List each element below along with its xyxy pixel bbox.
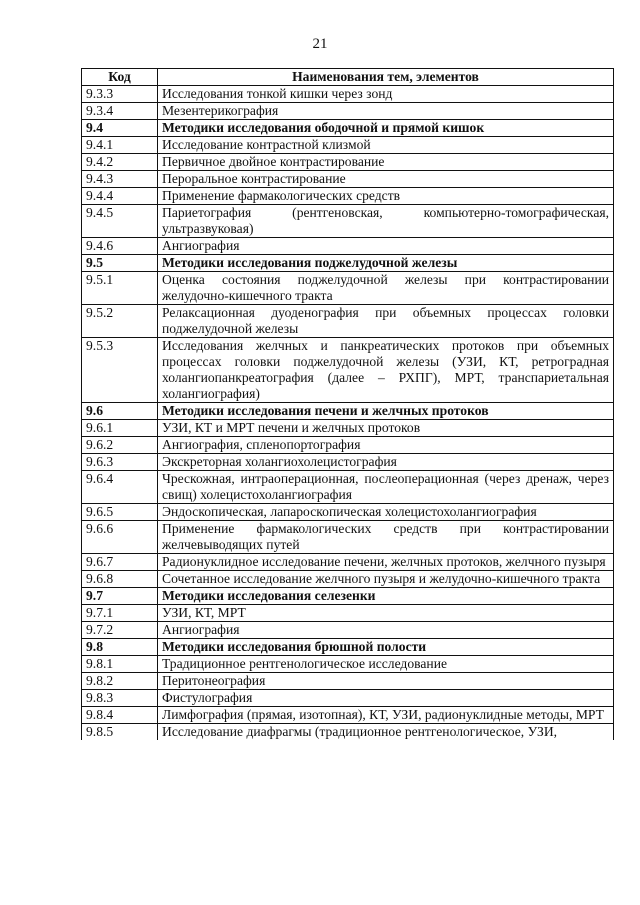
table-row: [82, 171, 614, 188]
row-name: Сочетанное исследование желчного пузыря и желудочно-кишечного тракта: [158, 571, 614, 588]
row-name: Мезентерикография: [158, 103, 614, 120]
table-row: [82, 504, 614, 521]
table-row: [82, 521, 614, 554]
row-code: 9.4.4: [82, 188, 158, 205]
row-name: Лимфография (прямая, изотопная), КТ, УЗИ, радионуклидные методы, МРТ: [158, 707, 614, 724]
row-code: 9.5.3: [82, 338, 158, 403]
row-code: 9.4.5: [82, 205, 158, 238]
row-code: 9.8.4: [82, 707, 158, 724]
table-row: [82, 554, 614, 571]
header-name: Наименования тем, элементов: [158, 69, 614, 86]
table-row: [82, 154, 614, 171]
row-code: 9.5.1: [82, 272, 158, 305]
row-name: Применение фармакологических средств при контрастировании желчевыводящих путей: [158, 521, 614, 554]
table-row: [82, 605, 614, 622]
row-name: Применение фармакологических средств: [158, 188, 614, 205]
row-code: 9.4.6: [82, 238, 158, 255]
section-row: [82, 403, 614, 420]
row-code: 9.8.3: [82, 690, 158, 707]
row-code: 9.3.3: [82, 86, 158, 103]
table-body: [82, 86, 614, 741]
table-row: [82, 707, 614, 724]
row-code: 9.5.2: [82, 305, 158, 338]
row-name: Фистулография: [158, 690, 614, 707]
section-row: [82, 255, 614, 272]
row-name: Исследования желчных и панкреатических протоков при объемных процессах головки поджелудочной железы (УЗИ, КТ, ретроградная холангиопанкреатография (далее – РХПГ), МРТ, транспариетальная холангиография): [158, 338, 614, 403]
topics-table: [81, 68, 614, 740]
row-code: 9.7: [82, 588, 158, 605]
table-header-row: [82, 69, 614, 86]
row-name: Париетография (рентгеновская, компьютерно-томографическая, ультразвуковая): [158, 205, 614, 238]
row-code: 9.6.8: [82, 571, 158, 588]
row-code: 9.8.5: [82, 724, 158, 741]
row-name: Перитонеография: [158, 673, 614, 690]
table-row: [82, 673, 614, 690]
row-code: 9.6.3: [82, 454, 158, 471]
table-row: [82, 437, 614, 454]
row-code: 9.4.3: [82, 171, 158, 188]
row-name: УЗИ, КТ и МРТ печени и желчных протоков: [158, 420, 614, 437]
row-name: Методики исследования печени и желчных протоков: [158, 403, 614, 420]
section-row: [82, 639, 614, 656]
row-name: УЗИ, КТ, МРТ: [158, 605, 614, 622]
row-code: 9.8.1: [82, 656, 158, 673]
row-code: 9.6: [82, 403, 158, 420]
row-name: Ангиография, спленопортография: [158, 437, 614, 454]
row-name: Исследование контрастной клизмой: [158, 137, 614, 154]
section-row: [82, 588, 614, 605]
row-code: 9.3.4: [82, 103, 158, 120]
row-name: Оценка состояния поджелудочной железы при контрастировании желудочно-кишечного тракта: [158, 272, 614, 305]
row-code: 9.6.6: [82, 521, 158, 554]
row-code: 9.6.7: [82, 554, 158, 571]
table-row: [82, 103, 614, 120]
row-code: 9.7.1: [82, 605, 158, 622]
row-code: 9.6.1: [82, 420, 158, 437]
header-code: Код: [82, 69, 158, 86]
row-name: Методики исследования поджелудочной железы: [158, 255, 614, 272]
table-row: [82, 338, 614, 403]
table-row: [82, 656, 614, 673]
row-name: Релаксационная дуоденография при объемных процессах головки поджелудочной железы: [158, 305, 614, 338]
table-row: [82, 471, 614, 504]
row-code: 9.6.2: [82, 437, 158, 454]
table-row: [82, 454, 614, 471]
row-name: Методики исследования селезенки: [158, 588, 614, 605]
row-name: Эндоскопическая, лапароскопическая холецистохолангиография: [158, 504, 614, 521]
row-code: 9.8.2: [82, 673, 158, 690]
table-row: [82, 690, 614, 707]
row-code: 9.6.5: [82, 504, 158, 521]
table-row: [82, 420, 614, 437]
row-code: 9.4.1: [82, 137, 158, 154]
table-row: [82, 86, 614, 103]
row-code: 9.6.4: [82, 471, 158, 504]
table-row: [82, 238, 614, 255]
table-row: [82, 571, 614, 588]
row-name: Чрескожная, интраоперационная, послеоперационная (через дренаж, через свищ) холецистохолангиография: [158, 471, 614, 504]
row-name: Пероральное контрастирование: [158, 171, 614, 188]
row-code: 9.4.2: [82, 154, 158, 171]
page-number: 21: [312, 36, 328, 52]
table-row: [82, 305, 614, 338]
row-name: Исследование диафрагмы (традиционное рентгенологическое, УЗИ,: [158, 724, 614, 741]
row-name: Методики исследования брюшной полости: [158, 639, 614, 656]
row-name: Первичное двойное контрастирование: [158, 154, 614, 171]
row-name: Методики исследования ободочной и прямой кишок: [158, 120, 614, 137]
table-row: [82, 188, 614, 205]
table-row: [82, 272, 614, 305]
table-row: [82, 622, 614, 639]
row-code: 9.7.2: [82, 622, 158, 639]
row-name: Ангиография: [158, 622, 614, 639]
row-code: 9.8: [82, 639, 158, 656]
row-code: 9.5: [82, 255, 158, 272]
table-row: [82, 724, 614, 741]
row-name: Радионуклидное исследование печени, желчных протоков, желчного пузыря: [158, 554, 614, 571]
table-row: [82, 205, 614, 238]
row-name: Исследования тонкой кишки через зонд: [158, 86, 614, 103]
row-code: 9.4: [82, 120, 158, 137]
section-row: [82, 120, 614, 137]
row-name: Традиционное рентгенологическое исследование: [158, 656, 614, 673]
row-name: Экскреторная холангиохолецистография: [158, 454, 614, 471]
row-name: Ангиография: [158, 238, 614, 255]
table-row: [82, 137, 614, 154]
